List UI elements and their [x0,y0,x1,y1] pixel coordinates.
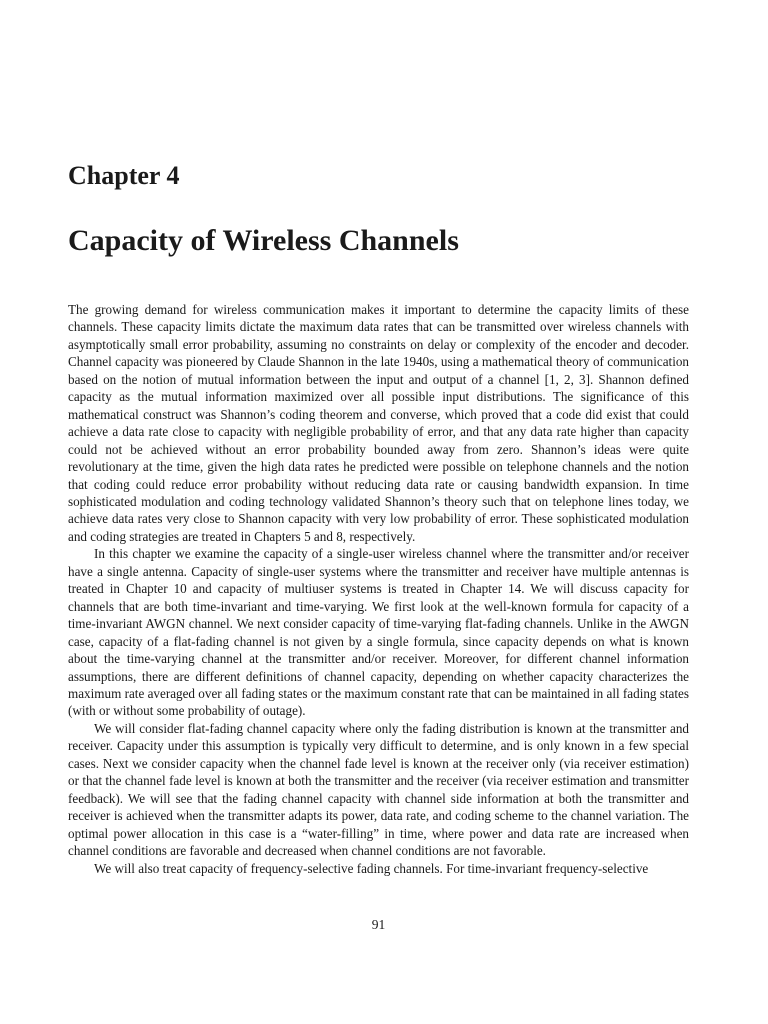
chapter-title: Capacity of Wireless Channels [68,224,459,257]
chapter-number: Chapter 4 [68,161,180,190]
page-number: 91 [371,917,386,932]
book-page [68,0,689,1024]
paragraph-intro: The growing demand for wireless communication makes it important to determine the capacity limits of these channels. These capacity limits dictate the maximum data rates that can be transmitted over wireless channels with asymptotically small error probability, assuming no constraints on delay or complexity of the encoder and decoder. Channel capacity was pioneered by Claude Shannon in the late 1940s, using a mathematical theory of communication based on the notion of mutual information between the input and output of a channel [1, 2, 3]. Shannon defined capacity as the mutual information maximized over all possible input distributions. The significance of this mathematical construct was Shannon’s coding theorem and converse, which proved that a code did exist that could achieve a data rate close to capacity with negligible probability of error, and that any data rate higher than capacity could not be achieved without an error probability bounded away from zero. Shannon’s ideas were quite revolutionary at the time, given the high data rates he predicted were possible on telephone channels and the notion that coding could reduce error probability without reducing data rate or causing bandwidth expansion. In time sophisticated modulation and coding technology validated Shannon’s theory such that on telephone lines today, we achieve data rates very close to Shannon capacity with very low probability of error. These sophisticated modulation and coding strategies are treated in Chapters 5 and 8, respectively. [68,302,689,544]
paragraph-frequency-selective: We will also treat capacity of frequency-selective fading channels. For time-invariant frequency-selective [94,860,649,876]
paragraph-flat-fading: We will consider flat-fading channel capacity where only the fading distribution is known at the transmitter and receiver. Capacity under this assumption is typically very difficult to determine, and is only known in a few special cases. Next we consider capacity when the channel fade level is known at the receiver only (via receiver estimation) or that the channel fade level is known at both the transmitter and the receiver (via receiver estimation and transmitter feedback). We will see that the fading channel capacity with channel side information at both the transmitter and receiver is achieved when the transmitter adapts its power, data rate, and coding scheme to the channel variation. The optimal power allocation in this case is a “water-filling” in time, where power and data rate are increased when channel conditions are favorable and decreased when channel conditions are not favorable. [68,720,689,859]
body-text [68,301,689,877]
paragraph-chapter-overview: In this chapter we examine the capacity of a single-user wireless channel where the transmitter and/or receiver have a single antenna. Capacity of single-user systems where the transmitter and receiver have multiple antennas is treated in Chapter 10 and capacity of multiuser systems is treated in Chapter 14. We will discuss capacity for channels that are both time-invariant and time-varying. We first look at the well-known formula for capacity of a time-invariant AWGN channel. We next consider capacity of time-varying flat-fading channels. Unlike in the AWGN case, capacity of a flat-fading channel is not given by a single formula, since capacity depends on what is known about the time-varying channel at the transmitter and/or receiver. Moreover, for different channel information assumptions, there are different definitions of channel capacity, depending on whether capacity characterizes the maximum rate averaged over all fading states or the maximum constant rate that can be maintained in all fading states (with or without some probability of outage). [68,546,689,719]
